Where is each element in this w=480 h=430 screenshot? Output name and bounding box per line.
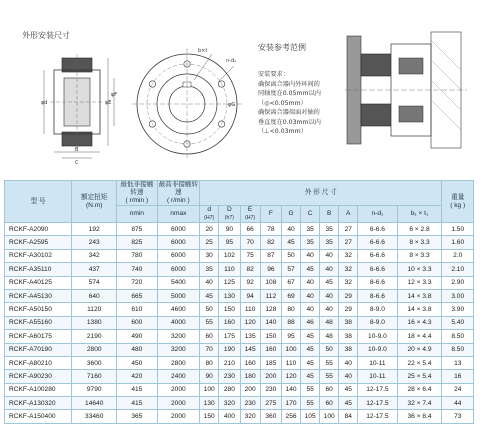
table-cell: 8 × 3.3 [397,249,442,262]
header-A: A [339,206,358,223]
model-cell: RCKF-A90230 [5,370,72,383]
table-cell: 35 [301,223,320,236]
table-cell: 125 [219,276,240,289]
table-cell: 40 [301,289,320,302]
table-cell: 185 [260,356,281,369]
table-cell: 140 [260,316,281,329]
model-cell: RCKF-A50150 [5,303,72,316]
table-cell: 150 [219,303,240,316]
header-bxt: b₁ × t₁ [397,206,442,223]
requirement-line: 安装要求： [258,71,289,78]
table-row [5,249,474,262]
table-cell: 1380 [72,316,117,329]
table-cell: 16 × 4.3 [397,316,442,329]
table-cell: 45 [200,289,219,302]
table-row [5,397,474,410]
table-cell: 175 [219,330,240,343]
header-torque-unit: (N.m) [85,201,103,209]
table-cell: 6000 [157,236,200,249]
install-reference-title: 安装参考范例 [258,43,306,52]
table-cell: 46 [301,316,320,329]
header-weight-label: 重量 [451,193,465,201]
header-D [219,206,240,223]
table-cell: 40 [339,370,358,383]
table-cell: 6-6.6 [358,236,397,249]
table-row [5,370,474,383]
header-E-sub: (H7) [245,215,256,221]
table-cell: 45 [339,383,358,396]
table-row [5,383,474,396]
table-cell: 40 [301,249,320,262]
table-cell: 80 [282,303,301,316]
header-weight [442,181,474,223]
table-cell: 95 [282,330,301,343]
table-cell: 10-9.0 [358,343,397,356]
table-cell: 27 [339,236,358,249]
model-cell: RCKF-A2090 [5,223,72,236]
table-cell: 20 × 4.9 [397,343,442,356]
table-cell: 2000 [157,397,200,410]
table-cell: 12-17.5 [358,383,397,396]
model-cell: RCKF-A55160 [5,316,72,329]
model-cell: RCKF-A100280 [5,383,72,396]
table-cell: 40 [320,263,339,276]
header-D-sub: (h7) [224,215,234,221]
model-cell: RCKF-A40125 [5,276,72,289]
table-cell: 44 [442,397,474,410]
front-view-drawing [128,40,246,168]
table-cell: 10-11 [358,356,397,369]
table-cell: 10-11 [358,370,397,383]
table-cell: 12 × 3.3 [397,276,442,289]
table-cell: 84 [339,410,358,423]
table-row [5,289,474,302]
table-cell: 40 [301,276,320,289]
table-cell: 13 [442,356,474,369]
table-cell: 90 [200,370,219,383]
table-cell: 70 [240,236,260,249]
table-cell: 610 [117,303,157,316]
table-cell: 102 [219,249,240,262]
table-cell: 33460 [72,410,117,423]
table-cell: 8-6.6 [358,276,397,289]
table-cell: 24 [442,383,474,396]
phi-g-label: φG [228,102,236,108]
table-cell: 2.0 [442,249,474,262]
table-cell: 29 [339,303,358,316]
header-max-speed [157,181,200,206]
table-cell: 100 [282,343,301,356]
table-cell: 1120 [72,303,117,316]
dim-b-label: B [75,147,79,153]
table-cell: 14 × 3.8 [397,303,442,316]
table-cell: 6 × 2.8 [397,223,442,236]
table-cell: 200 [260,370,281,383]
table-cell: 22 × 5.4 [397,356,442,369]
table-row [5,303,474,316]
table-cell: 2000 [157,410,200,423]
phi-d-label: φd [41,100,48,106]
table-cell: 96 [260,263,281,276]
table-cell: 40 [339,356,358,369]
table-cell: 55 [301,397,320,410]
header-nmin: nmin [117,206,157,223]
table-row [5,236,474,249]
table-cell: 30 [200,249,219,262]
table-cell: 45 [320,276,339,289]
table-cell: 120 [282,370,301,383]
table-cell: 140 [282,383,301,396]
table-cell: 2.90 [442,276,474,289]
table-row [5,263,474,276]
table-cell: 480 [117,343,157,356]
header-F: F [260,206,281,223]
requirement-line: 同轴度在0.05mm以内 [258,90,321,97]
table-cell: 230 [240,397,260,410]
table-cell: 3600 [72,356,117,369]
table-cell: 40 [200,276,219,289]
table-cell: 8-9.0 [358,316,397,329]
table-cell: 10-9.0 [358,330,397,343]
table-cell: 420 [117,370,157,383]
requirement-line: （◎<0.05mm） [258,99,307,107]
table-cell: 8.50 [442,343,474,356]
table-cell: 88 [282,316,301,329]
table-cell: 130 [219,289,240,302]
table-cell: 150 [260,330,281,343]
table-cell: 665 [117,289,157,302]
table-cell: 450 [117,356,157,369]
table-cell: 1.60 [442,236,474,249]
table-row [5,276,474,289]
header-D-label: D [226,206,232,213]
table-cell: 120 [240,316,260,329]
table-row [5,343,474,356]
table-cell: 230 [219,370,240,383]
header-C: C [301,206,320,223]
table-cell: 20 [200,223,219,236]
n-d1-label: n-d₁ [226,58,237,64]
header-max-speed-unit: ( r/min ) [166,197,190,204]
table-cell: 342 [72,249,117,262]
table-cell: 230 [260,383,281,396]
model-cell: RCKF-A150400 [5,410,72,423]
model-cell: RCKF-A80210 [5,356,72,369]
table-cell: 415 [117,383,157,396]
table-cell: 35 [200,263,219,276]
table-cell: 82 [240,263,260,276]
table-cell: 40 [320,249,339,262]
table-cell: 2000 [157,383,200,396]
table-cell: 100 [320,410,339,423]
table-cell: 6000 [157,263,200,276]
table-cell: 75 [240,249,260,262]
header-nmax: nmax [157,206,200,223]
table-cell: 50 [282,249,301,262]
table-cell: 87 [260,249,281,262]
table-cell: 40 [320,289,339,302]
table-cell: 45 [301,343,320,356]
table-cell: 2190 [72,330,117,343]
header-dimensions: 外 形 尺 寸 [200,181,442,206]
table-cell: 45 [339,397,358,410]
model-cell: RCKF-A45130 [5,289,72,302]
table-cell: 3200 [157,330,200,343]
requirement-line: 确保离合器内外环间的 [258,80,320,88]
table-cell: 192 [72,223,117,236]
table-cell: 1.50 [442,223,474,236]
table-row [5,410,474,423]
table-cell: 360 [260,410,281,423]
table-cell: 3200 [157,343,200,356]
table-cell: 45 [301,263,320,276]
table-cell: 38 [339,343,358,356]
table-cell: 320 [219,397,240,410]
spec-table [4,180,474,424]
table-cell: 32 [339,263,358,276]
install-requirements [258,70,321,137]
table-cell: 200 [240,383,260,396]
table-cell: 243 [72,236,117,249]
table-cell: 55 [301,383,320,396]
table-cell: 2800 [157,356,200,369]
header-weight-unit: ( kg ) [450,201,466,209]
table-cell: 27 [339,223,358,236]
table-cell: 32 [339,249,358,262]
model-cell: RCKF-A35110 [5,263,72,276]
header-min-speed-label: 最低非接触转速 [120,181,154,196]
table-cell: 256 [282,410,301,423]
table-cell: 60 [320,397,339,410]
table-cell: 210 [219,356,240,369]
table-cell: 8.50 [442,330,474,343]
table-cell: 6-6.6 [358,223,397,236]
spec-table-body [5,223,474,424]
header-d-label: d [207,206,212,213]
table-cell: 6000 [157,223,200,236]
table-cell: 8 × 3.3 [397,236,442,249]
header-d-sub: (H7) [204,215,215,221]
table-cell: 45 [282,236,301,249]
model-cell: RCKF-A30102 [5,249,72,262]
table-row [5,316,474,329]
table-cell: 38 [339,330,358,343]
table-cell: 108 [260,276,281,289]
table-cell: 5000 [157,289,200,302]
table-cell: 160 [260,343,281,356]
table-cell: 95 [219,236,240,249]
table-cell: 50 [200,303,219,316]
table-cell: 69 [282,289,301,302]
header-max-speed-label: 最高非接触转速 [158,181,199,196]
model-cell: RCKF-A130320 [5,397,72,410]
model-cell: RCKF-A2595 [5,236,72,249]
table-cell: 14 × 3.8 [397,289,442,302]
table-cell: 90 [219,223,240,236]
table-cell: 12-17.5 [358,410,397,423]
table-cell: 94 [240,289,260,302]
header-G: G [282,206,301,223]
table-cell: 825 [117,236,157,249]
table-cell: 40 [320,303,339,316]
table-cell: 5400 [157,276,200,289]
table-cell: 3.00 [442,289,474,302]
table-cell: 67 [282,276,301,289]
table-cell: 740 [117,263,157,276]
phi-f-label: φF [111,92,118,98]
table-cell: 275 [260,397,281,410]
model-cell: RCKF-A70190 [5,343,72,356]
table-cell: 32 [339,276,358,289]
table-cell: 112 [260,289,281,302]
table-cell: 490 [117,330,157,343]
table-cell: 6-6.6 [358,249,397,262]
table-cell: 574 [72,276,117,289]
model-cell: RCKF-A60175 [5,330,72,343]
table-cell: 135 [240,330,260,343]
table-cell: 400 [219,410,240,423]
table-cell: 600 [117,316,157,329]
table-cell: 8-6.6 [358,289,397,302]
table-cell: 82 [260,236,281,249]
table-row [5,330,474,343]
table-cell: 2800 [72,343,117,356]
dim-c-label: C [75,160,79,164]
table-cell: 320 [240,410,260,423]
b-x-t-label: b×t [198,48,208,54]
table-cell: 160 [240,356,260,369]
table-cell: 48 [320,316,339,329]
table-cell: 280 [219,383,240,396]
table-cell: 55 [320,356,339,369]
table-cell: 4600 [157,303,200,316]
table-cell: 720 [117,276,157,289]
header-E-label: E [247,206,253,213]
table-cell: 45 [301,370,320,383]
table-cell: 3.90 [442,303,474,316]
table-cell: 35 [320,223,339,236]
table-cell: 57 [282,263,301,276]
table-cell: 12-17.5 [358,397,397,410]
table-cell: 18 × 4.4 [397,330,442,343]
table-cell: 365 [117,410,157,423]
table-row [5,356,474,369]
table-cell: 14640 [72,397,117,410]
table-cell: 110 [219,263,240,276]
table-cell: 110 [240,303,260,316]
table-cell: 70 [200,343,219,356]
header-E [240,206,260,223]
table-cell: 78 [260,223,281,236]
table-cell: 145 [240,343,260,356]
phi-e-label: φE [105,100,112,106]
header-min-speed-unit: ( r/min ) [125,197,149,204]
table-cell: 780 [117,249,157,262]
header-nd1: n-d₁ [358,206,397,223]
header-model: 型 号 [5,181,72,223]
table-cell: 35 [320,236,339,249]
table-cell: 110 [282,356,301,369]
requirement-line: （⊥<0.03mm） [258,128,307,135]
table-cell: 55 [200,316,219,329]
table-cell: 16 [442,370,474,383]
table-cell: 2400 [157,370,200,383]
header-d [200,206,219,223]
table-cell: 415 [117,397,157,410]
table-cell: 48 [320,330,339,343]
table-cell: 73 [442,410,474,423]
table-cell: 50 [320,343,339,356]
table-cell: 36 × 8.4 [397,410,442,423]
dimensions-title: 外形安装尺寸 [22,31,70,40]
table-cell: 40 [301,303,320,316]
table-cell: 8-9.0 [358,303,397,316]
table-cell: 25 [200,236,219,249]
install-example-drawing [345,30,467,150]
table-cell: 55 [320,370,339,383]
table-cell: 4000 [157,316,200,329]
table-cell: 35 [301,236,320,249]
table-cell: 160 [219,316,240,329]
table-cell: 92 [240,276,260,289]
table-cell: 100 [200,383,219,396]
table-cell: 28 × 6.4 [397,383,442,396]
table-cell: 150 [200,410,219,423]
table-cell: 6000 [157,249,200,262]
header-torque [72,181,117,223]
table-cell: 10 × 3.3 [397,263,442,276]
table-cell: 80 [200,356,219,369]
table-cell: 170 [282,397,301,410]
table-cell: 437 [72,263,117,276]
table-cell: 875 [117,223,157,236]
requirement-line: 垂直度在0.03mm以内 [258,118,321,126]
table-cell: 180 [240,370,260,383]
table-cell: 5.40 [442,316,474,329]
table-row [5,223,474,236]
table-cell: 66 [240,223,260,236]
header-torque-label: 额定扭矩 [81,193,108,201]
requirement-line: 确保离合器端面对轴的 [258,109,320,116]
side-view-drawing [40,52,120,164]
table-cell: 105 [301,410,320,423]
table-cell: 38 [339,316,358,329]
table-cell: 60 [200,330,219,343]
header-min-speed [117,181,157,206]
table-cell: 9790 [72,383,117,396]
table-cell: 6-6.6 [358,263,397,276]
table-cell: 640 [72,289,117,302]
table-cell: 130 [200,397,219,410]
table-cell: 190 [219,343,240,356]
table-cell: 45 [301,330,320,343]
table-cell: 2.10 [442,263,474,276]
table-cell: 29 [339,289,358,302]
table-cell: 60 [320,383,339,396]
table-cell: 45 [301,356,320,369]
table-cell: 32 × 7.4 [397,397,442,410]
table-cell: 40 [282,223,301,236]
table-cell: 25 × 5.4 [397,370,442,383]
table-cell: 128 [260,303,281,316]
header-B: B [320,206,339,223]
table-cell: 7160 [72,370,117,383]
